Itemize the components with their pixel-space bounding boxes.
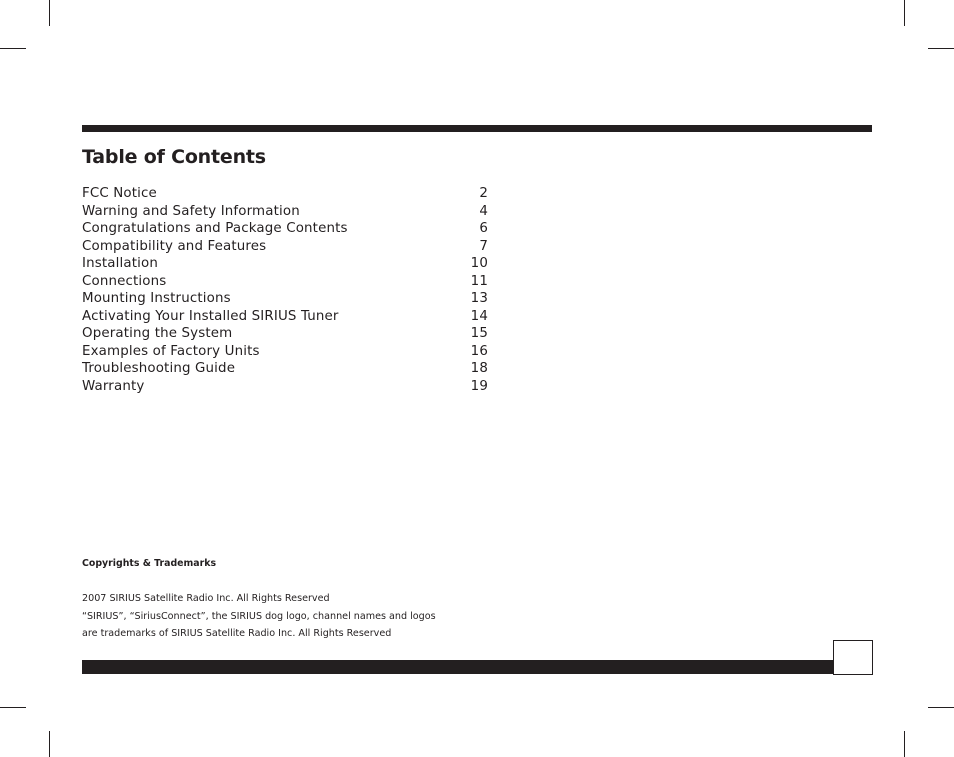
toc-entry[interactable] [82,290,488,308]
copyright-heading: Copyrights & Trademarks [82,558,217,569]
toc-entry-title: Operating the System [82,326,233,341]
copyright-text [82,590,436,643]
toc-entry-title: Troubleshooting Guide [82,361,236,376]
toc-entry[interactable] [82,203,488,221]
toc-entry-title: Mounting Instructions [82,291,231,306]
toc-entry-title: FCC Notice [82,186,157,201]
copyright-line: “SIRIUS”, “SiriusConnect”, the SIRIUS dog logo, channel names and logos [82,610,436,622]
toc-entry[interactable] [82,343,488,361]
toc-entry-title: Congratulations and Package Contents [82,221,348,236]
toc-entry-page-number: 4 [479,203,488,219]
toc-entry-page-number: 13 [470,291,488,306]
toc-entry[interactable] [82,360,488,378]
toc-entry[interactable] [82,308,488,326]
header-rule [82,125,872,132]
copyright-line: are trademarks of SIRIUS Satellite Radio Inc. All Rights Reserved [82,628,392,639]
page-title: Table of Contents [82,146,266,168]
page-number-box [833,640,873,675]
toc-entry-page-number: 6 [479,221,488,236]
crop-mark-top-left-vertical [49,0,50,26]
toc-entry-title: Compatibility and Features [82,238,267,254]
toc-entry-title: Warranty [82,378,145,394]
toc-entry[interactable] [82,273,488,291]
toc-entry[interactable] [82,185,488,203]
toc-entry[interactable] [82,378,488,396]
toc-entry-page-number: 11 [470,273,488,289]
toc-entry-title: Examples of Factory Units [82,343,260,359]
crop-mark-top-right-horizontal [928,48,954,49]
toc-entry-page-number: 10 [470,256,488,271]
copyright-line: 2007 SIRIUS Satellite Radio Inc. All Rights Reserved [82,593,330,604]
toc-entry-page-number: 16 [470,343,488,359]
toc-entry[interactable] [82,220,488,238]
toc-entry-title: Connections [82,273,167,289]
crop-mark-bottom-right-horizontal [928,707,954,708]
table-of-contents [82,185,488,395]
toc-entry[interactable] [82,238,488,256]
crop-mark-bottom-left-horizontal [0,707,26,708]
toc-entry-page-number: 2 [479,186,488,201]
footer-rule [82,660,834,674]
toc-entry-title: Activating Your Installed SIRIUS Tuner [82,308,339,324]
toc-entry-title: Installation [82,256,158,271]
crop-mark-bottom-right-vertical [904,731,905,757]
toc-entry-page-number: 14 [470,308,488,324]
toc-entry[interactable] [82,325,488,343]
toc-entry-page-number: 7 [479,238,488,254]
toc-entry-page-number: 18 [470,361,488,376]
crop-mark-top-left-horizontal [0,48,26,49]
crop-mark-top-right-vertical [904,0,905,26]
toc-entry[interactable] [82,255,488,273]
toc-entry-page-number: 15 [470,326,488,341]
toc-entry-title: Warning and Safety Information [82,203,300,219]
toc-entry-page-number: 19 [470,378,488,394]
crop-mark-bottom-left-vertical [49,731,50,757]
